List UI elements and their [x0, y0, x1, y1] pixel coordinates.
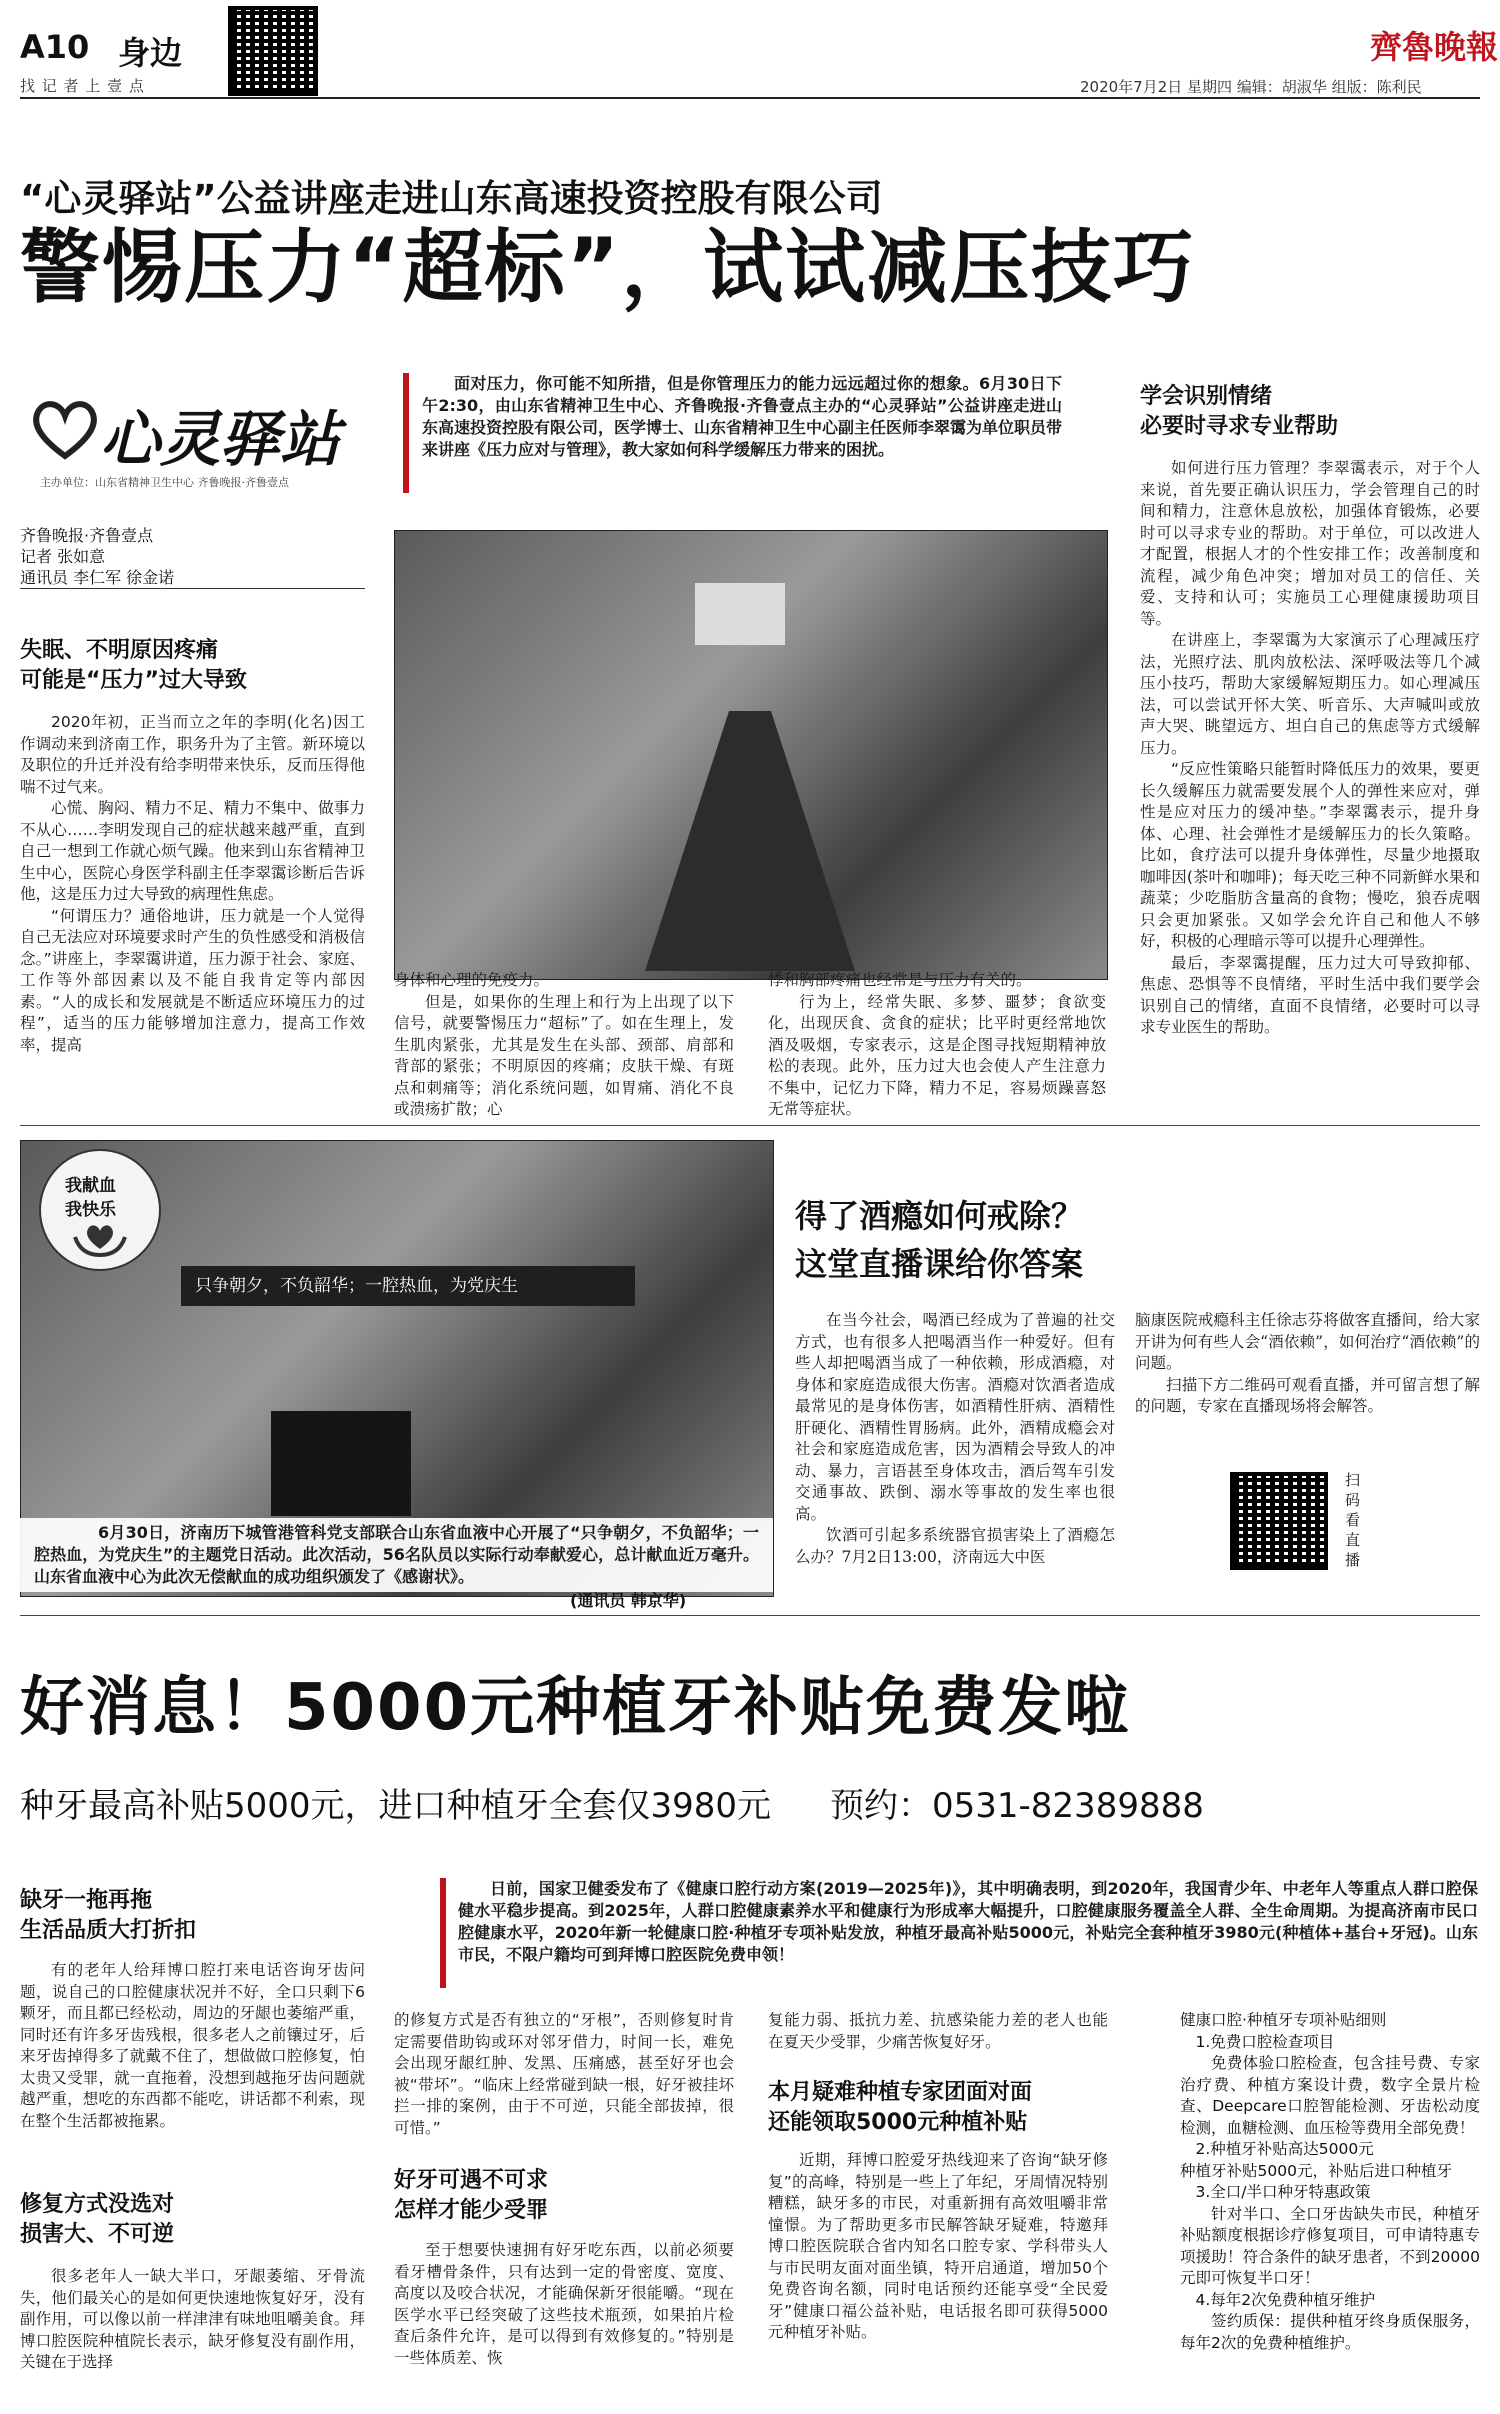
ad-column-3b: 近期，拜博口腔爱牙热线迎来了咨询“缺牙修复”的高峰，特别是一些上了年纪，牙周情况特别糟糕，缺牙多的市民，对重新拥有高效咀嚼非常憧憬。为了帮助更多市民解答缺牙疑难，特邀拜博口腔医院联合省内知名口腔专家、学科带头人与市民明友面对面坐镇，特开启通道，增加50个免费咨询名额，同时电话预约还能享受“全民爱牙”健康口福公益补贴，电话报名即可获得5000元种植牙补贴。: [768, 2151, 1108, 2341]
ad-subline: 种牙最高补贴5000元，进口种植牙全套仅3980元: [20, 1786, 772, 1826]
conference-table: [645, 711, 855, 971]
blood-donation-credit: (通讯员 韩京华): [570, 1591, 687, 1610]
article-title: 警惕压力“超标”，试试减压技巧: [20, 221, 1196, 314]
subsidy-details: 健康口腔·种植牙专项补贴细则 1.免费口腔检查项目 免费体验口腔检查，包含挂号费、专家治疗费、种植方案设计费，数字全景片检查、Deepcare口腔智能检测、牙齿松动度检测，血糖检测、血压检等费用全部免费！ 2.种植牙补贴高达5000元 种植牙补贴5000元，补贴后进口种植牙 3.全口/半口种牙特惠政策 针对半口、全口牙齿缺失市民，种植牙补贴额度根据诊疗修复项目，可申请特惠专项援助！符合条件的缺牙患者，不到20000元即可恢复半口牙！ 4.每年2次免费种植牙维护 签约质保：提供种植牙终身质保服务，每年2次的免费种植维护。: [1180, 2011, 1480, 2352]
heart-icon: [30, 394, 100, 464]
ad-subhead-4: 本月疑难种植专家团面对面 还能领取5000元种植补贴: [768, 2080, 1033, 2135]
issue-meta: 2020年7月2日 星期四 编辑：胡淑华 组版：陈利民: [1080, 78, 1422, 96]
contact-line: 找 记 者 上 壹 点: [20, 77, 145, 95]
ad-column-3: 复能力弱、抵抗力差、抗感染能力差的老人也能在夏天少受罪，少痛苦恢复好牙。: [768, 2011, 1108, 2051]
newspaper-brand: 齊魯晚報: [1370, 28, 1499, 66]
header-qr-code[interactable]: [228, 6, 318, 96]
ad-headline: 好消息！5000元种植牙补贴免费发啦: [20, 1671, 1131, 1745]
hands-heart-icon: [71, 1217, 129, 1257]
page-header: [0, 0, 1500, 100]
byline-line-2: 记者 张如意: [20, 547, 106, 566]
article1-column-1: 2020年初，正当而立之年的李明(化名)因工作调动来到济南工作，职务升为了主管。新环境以及职位的升迁并没有给李明带来快乐，反而压得他喘不过气来。 心慌、胸闷、精力不足、精力不集中、做事力不从心……李明发现自己的症状越来越严重，直到自己一想到工作就心烦气躁。他来到山东省精神卫生中心，医院心身医学科副主任李翠霭诊断后告诉他，这是压力过大导致的病理性焦虑。 “何谓压力？通俗地讲，压力就是一个人觉得自己无法应对环境要求时产生的负性感受和消极信念。”讲座上，李翠霭讲道，压力源于社会、家庭、工作等外部因素以及不能自我肯定等内部因素。“人的成长和发展就是不断适应环境压力的过程”，适当的压力能够增加注意力，提高工作效率，提高: [20, 713, 365, 1054]
ad-column-2: 的修复方式是否有独立的“牙根”，否则修复时肯定需要借助钩或环对邻牙借力，时间一长，难免会出现牙龈红肿、发黑、压痛感，甚至好牙也会被“带坏”。“临床上经常碰到缺一根，好牙被挂坏拦一排的案例，由于不可逆，只能全部拔掉，很可惜。”: [394, 2011, 734, 2137]
article1-column-2: 身体和心理的免疫力。 但是，如果你的生理上和行为上出现了以下信号，就要警惕压力“超标”了。如在生理上，发生肌肉紧张，尤其是发生在头部、颈部、肩部和背部的紧张；不明原因的疼痛；皮肤干燥、有斑点和刺痛等；消化系统问题，如胃痛、消化不良或溃疡扩散；心: [394, 971, 734, 1118]
header-rule: [20, 97, 1480, 99]
section-divider-1: [20, 1125, 1480, 1126]
logo-text: 心灵驿站: [100, 405, 340, 475]
section-divider-2: [20, 1615, 1480, 1616]
blood-donation-caption: 6月30日，济南历下城管港管科党支部联合山东省血液中心开展了“只争朝夕，不负韶华；一腔热血，为党庆生”的主题党日活动。此次活动，56名队员以实际行动奉献爱心，总计献血近万毫升。山东省血液中心为此次无偿献血的成功组织颁发了《感谢状》。: [20, 1518, 773, 1592]
subhead-emotions: 学会识别情绪 必要时寻求专业帮助: [1140, 384, 1339, 439]
donation-logo: [39, 1149, 161, 1271]
xinling-logo: [30, 382, 360, 492]
subsidy-details-title: 健康口腔·种植牙专项补贴细则: [1180, 2011, 1387, 2029]
ad-column-1: 有的老年人给拜博口腔打来电话咨询牙齿问题，说自己的口腔健康状况并不好，全口只剩下6颗牙，而且都已经松动，周边的牙龈也萎缩严重，同时还有许多牙齿残根，很多老人之前镶过牙，后来牙齿掉得多了就戴不住了，想做做口腔修复，怕太贵又受罪，就一直拖着，没想到越拖牙齿问题就越严重，想吃的东西都不能吃，讲话都不利索，现在整个生活都被拖累。: [20, 1961, 365, 2130]
article1-column-4: 如何进行压力管理？李翠霭表示，对于个人来说，首先要正确认识压力，学会管理自己的时间和精力，注意休息放松，加强体育锻炼，必要时可以寻求专业的帮助。对于单位，可以改进人才配置，根据人才的个性安排工作；改善制度和流程，减少角色冲突；增加对员工的信任、关爱、支持和认可；实施员工心理健康援助项目等。 在讲座上，李翠霭为大家演示了心理减压疗法，光照疗法、肌肉放松法、深呼吸法等几个减压小技巧，帮助大家缓解短期压力。如心理减压法，可以尝试开怀大笑、听音乐、大声喊叫或放声大哭、眺望远方、坦白自己的焦虑等方式缓解压力。 “反应性策略只能暂时降低压力的效果，要更长久缓解压力就需要发展个人的弹性来应对，弹性是应对压力的缓冲垫。”李翠霭表示，提升身体、心理、社会弹性才是缓解压力的长久策略。比如，食疗法可以提升身体弹性，尽量少地摄取咖啡因(茶叶和咖啡)；每天吃三种不同新鲜水果和蔬菜；少吃脂肪含量高的食物；慢吃，狼吞虎咽只会更加紧张。又如学会允许自己和他人不够好，积极的心理暗示等可以提升心理弹性。 最后，李翠霭提醒，压力过大可导致抑郁、焦虑、恐惧等不良情绪，平时生活中我们要学会识别自己的情绪，直面不良情绪，必要时可以寻求专业医生的帮助。: [1140, 459, 1480, 1036]
lecture-photo: [394, 530, 1108, 980]
subhead-insomnia: 失眠、不明原因疼痛 可能是“压力”过大导致: [20, 638, 247, 693]
page-number: A10: [20, 28, 90, 66]
logo-subtitle: 主办单位：山东省精神卫生中心 齐鲁晚报·齐鲁壹点: [40, 476, 289, 489]
byline: [20, 525, 365, 589]
ad-lead-accent: [440, 1878, 446, 1988]
ad-phone[interactable]: 预约：0531-82389888: [830, 1786, 1204, 1826]
ad-subhead-2: 修复方式没选对 损害大、不可逆: [20, 2192, 175, 2247]
ad-column-2b: 至于想要快速拥有好牙吃东西，以前必须要看牙槽骨条件，只有达到一定的骨密度、宽度、高度以及咬合状况，才能确保新牙很能嚼。“现在医学水平已经突破了这些技术瓶颈，如果拍片检查后条件允许，是可以得到有效修复的。”特别是一些体质差、恢: [394, 2241, 734, 2367]
livestream-qr-code[interactable]: [1230, 1472, 1328, 1570]
lecture-screen: [695, 583, 785, 645]
ad-subhead-1: 缺牙一拖再拖 生活品质大打折扣: [20, 1888, 197, 1943]
alcohol-column-2: 脑康医院戒瘾科主任徐志芬将做客直播间，给大家开讲为何有些人会“酒依赖”，如何治疗“酒依赖”的问题。 扫描下方二维码可观看直播，并可留言想了解的问题，专家在直播现场将会解答。: [1135, 1311, 1480, 1415]
ad-subhead-3: 好牙可遇不可求 怎样才能少受罪: [394, 2168, 549, 2223]
article-kicker: “心灵驿站”公益讲座走进山东高速投资控股有限公司: [20, 177, 883, 220]
ad-lead: 日前，国家卫健委发布了《健康口腔行动方案(2019—2025年)》，其中明确表明，到2020年，我国青少年、中老年人等重点人群口腔保健水平稳步提高。到2025年，人群口腔健康素养水平和健康行为形成率大幅提升，口腔健康服务覆盖全人群、全生命周期。为提高济南市民口腔健康水平，2020年新一轮健康口腔·种植牙专项补贴发放，种植牙最高补贴5000元，补贴完全套种植牙3980元(种植体+基台+牙冠)。山东市民，不限户籍均可到拜博口腔医院免费申领！: [458, 1879, 1478, 1964]
alcohol-article-title: 得了酒瘾如何戒除？ 这堂直播课给你答案: [795, 1197, 1084, 1283]
ad-column-1b: 很多老年人一缺大半口，牙龈萎缩、牙骨流失，他们最关心的是如何更快速地恢复好牙，没有副作用，可以像以前一样津津有味地咀嚼美食。拜博口腔医院种植院长表示，缺牙修复没有副作用，关键在于选择: [20, 2267, 365, 2371]
byline-line-1: 齐鲁晚报·齐鲁壹点: [20, 526, 154, 545]
byline-line-3: 通讯员 李仁军 徐金诺: [20, 567, 365, 589]
article-lead: 面对压力，你可能不知所措，但是你管理压力的能力远远超过你的想象。6月30日下午2:30，由山东省精神卫生中心、齐鲁晚报·齐鲁壹点主办的“心灵驿站”公益讲座走进山东高速投资控股有限公司，医学博士、山东省精神卫生中心副主任医师李翠霭为单位职员带来讲座《压力应对与管理》，教大家如何科学缓解压力带来的困扰。: [422, 374, 1063, 459]
donation-logo-line-1: 我献血: [65, 1176, 116, 1196]
section-name: 身边: [118, 34, 183, 72]
alcohol-column-1: 在当今社会，喝酒已经成为了普遍的社交方式，也有很多人把喝酒当作一种爱好。但有些人却把喝酒当成了一种依赖，形成酒瘾，对身体和家庭造成很大伤害。酒瘾对饮酒者造成最常见的是身体伤害，如酒精性肝病、酒精性肝硬化、酒精性胃肠病。此外，酒精成瘾会对社会和家庭造成危害，因为酒精会导致人的冲动、暴力，言语甚至身体攻击，酒后驾车引发交通事故、跌倒、溺水等事故的发生率也很高。 饮酒可引起多系统器官损害染上了酒瘾怎么办？7月2日13:00，济南远大中医: [795, 1311, 1115, 1566]
party-flag: [271, 1411, 411, 1516]
article1-column-3: 悸和胸部疼痛也经常是与压力有关的。 行为上，经常失眠、多梦、噩梦；食欲变化，出现厌食、贪食的症状；比平时更经常地饮酒及吸烟，专家表示，这是企图寻找短期精神放松的表现。此外，压力过大也会使人产生注意力不集中，记忆力下降，精力不足，容易烦躁喜怒无常等症状。: [768, 971, 1106, 1118]
donation-logo-line-2: 我快乐: [65, 1200, 116, 1220]
lead-accent-bar: [403, 373, 409, 493]
bus-banner: 只争朝夕，不负韶华；一腔热血，为党庆生: [181, 1266, 635, 1306]
qr-label: 扫码看直播: [1345, 1471, 1361, 1569]
